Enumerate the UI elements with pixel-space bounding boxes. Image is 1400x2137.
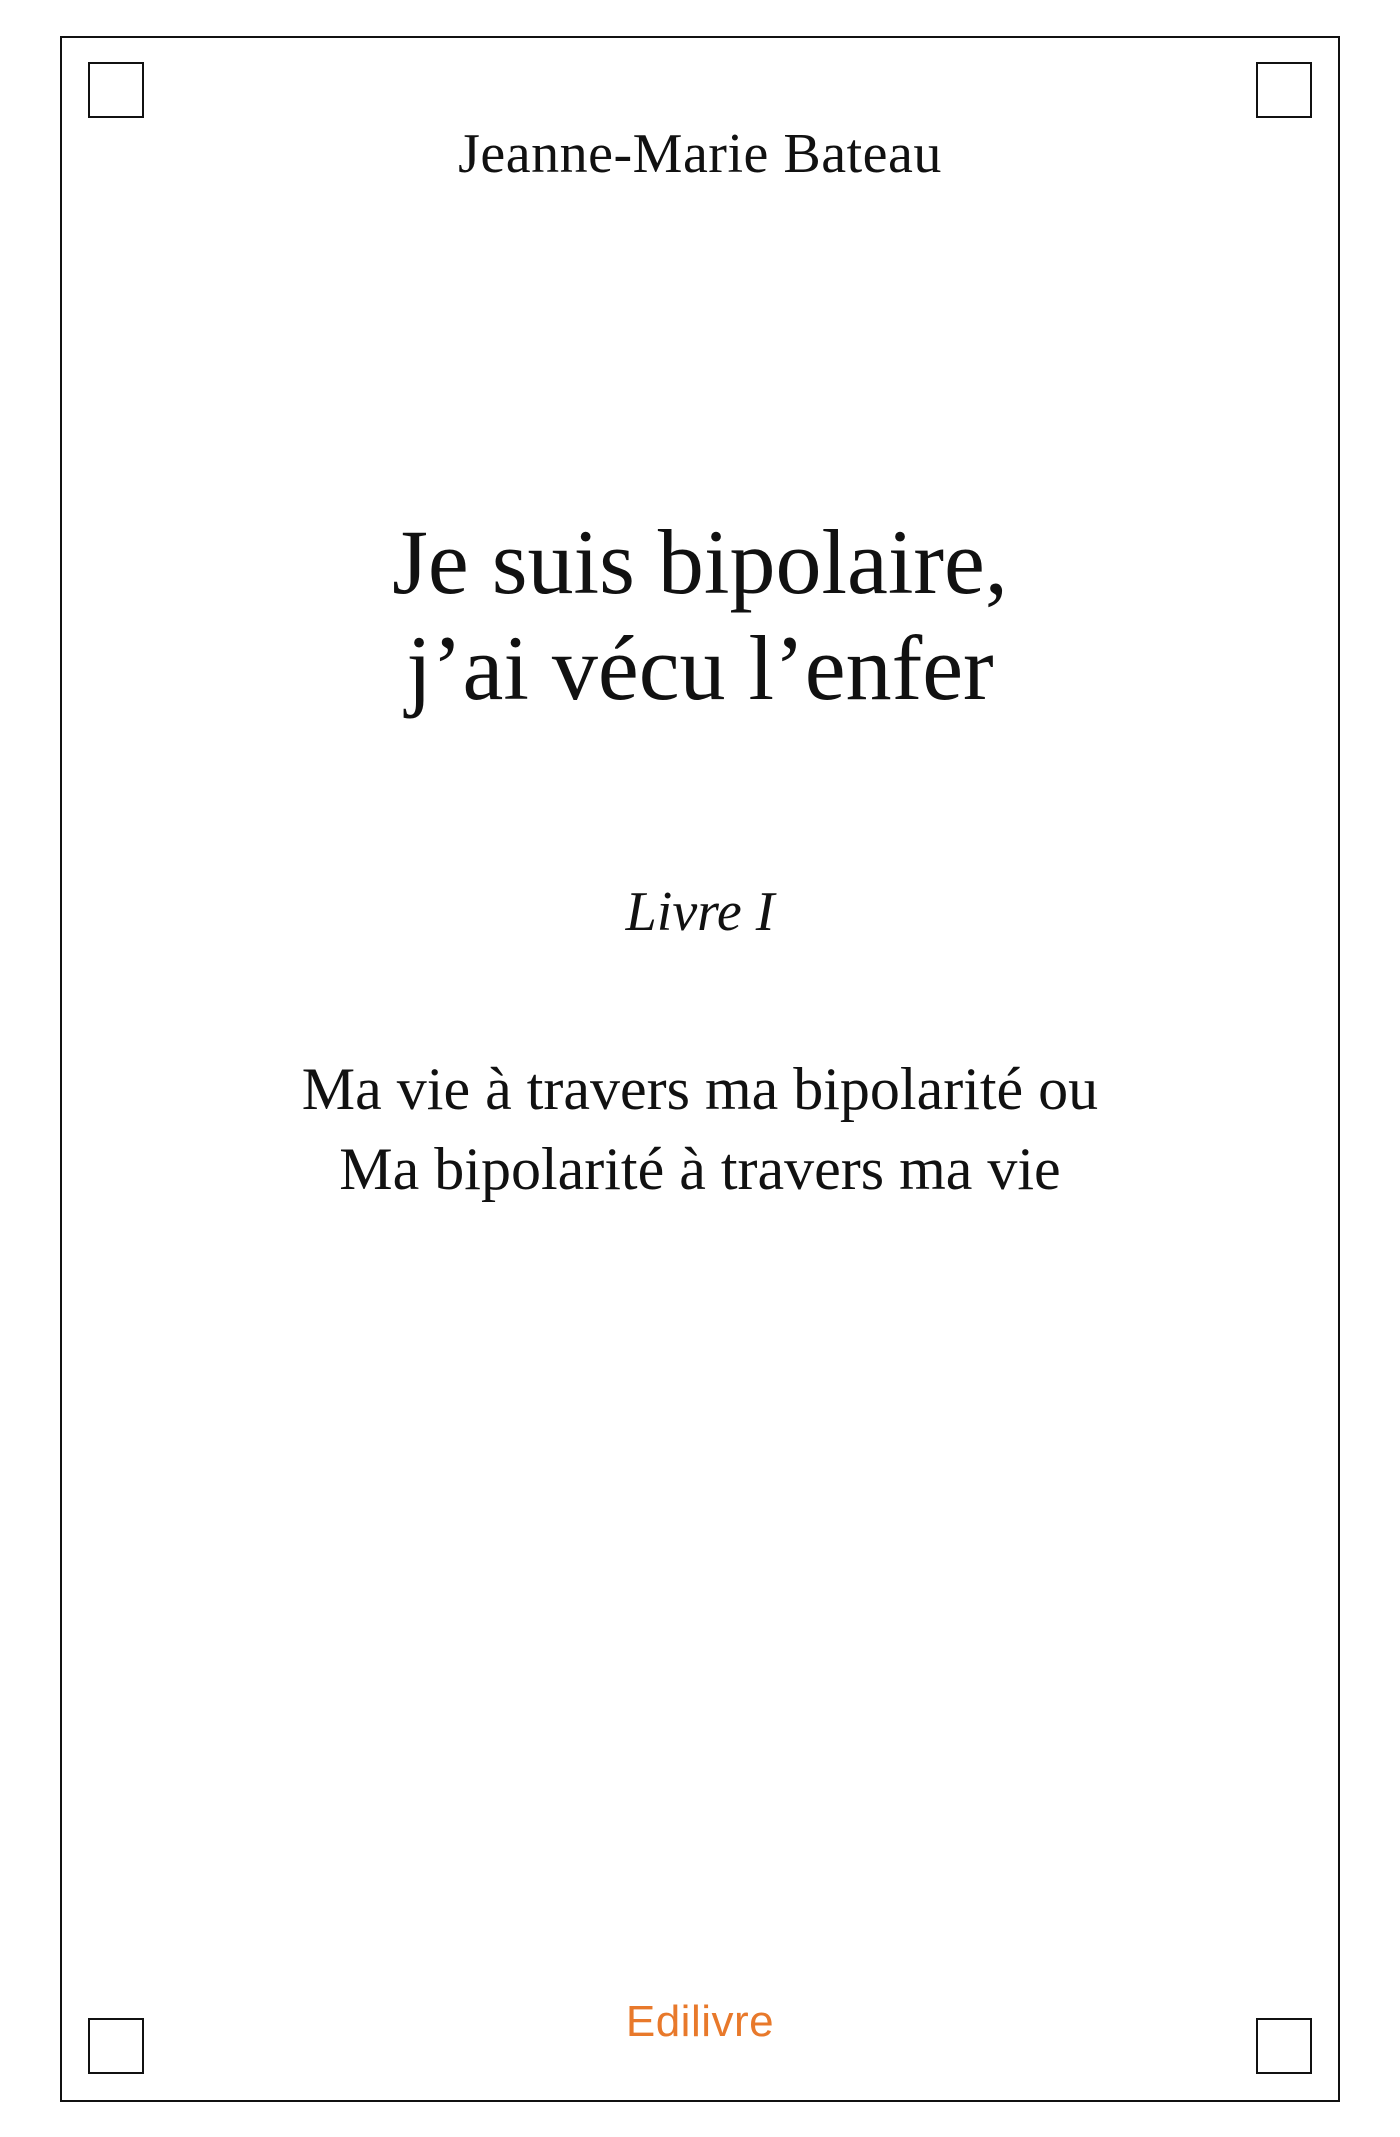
publisher-name: Edilivre [625, 1997, 775, 2046]
subtitle-line-1: Ma vie à travers ma bipolarité ou [301, 1056, 1099, 1122]
book-title [110, 510, 1290, 722]
author-name: Jeanne-Marie Bateau [458, 123, 942, 185]
publisher-logo [0, 1997, 1400, 2047]
corner-bracket-top-right [1256, 62, 1312, 118]
volume-label: Livre I [625, 881, 775, 943]
subtitle-line-2: Ma bipolarité à travers ma vie [339, 1135, 1061, 1202]
title-line-2: j’ai vécu l’enfer [406, 616, 994, 719]
book-subtitle [90, 1050, 1310, 1210]
corner-bracket-top-left [88, 62, 144, 118]
title-line-1: Je suis bipolaire, [392, 511, 1008, 613]
